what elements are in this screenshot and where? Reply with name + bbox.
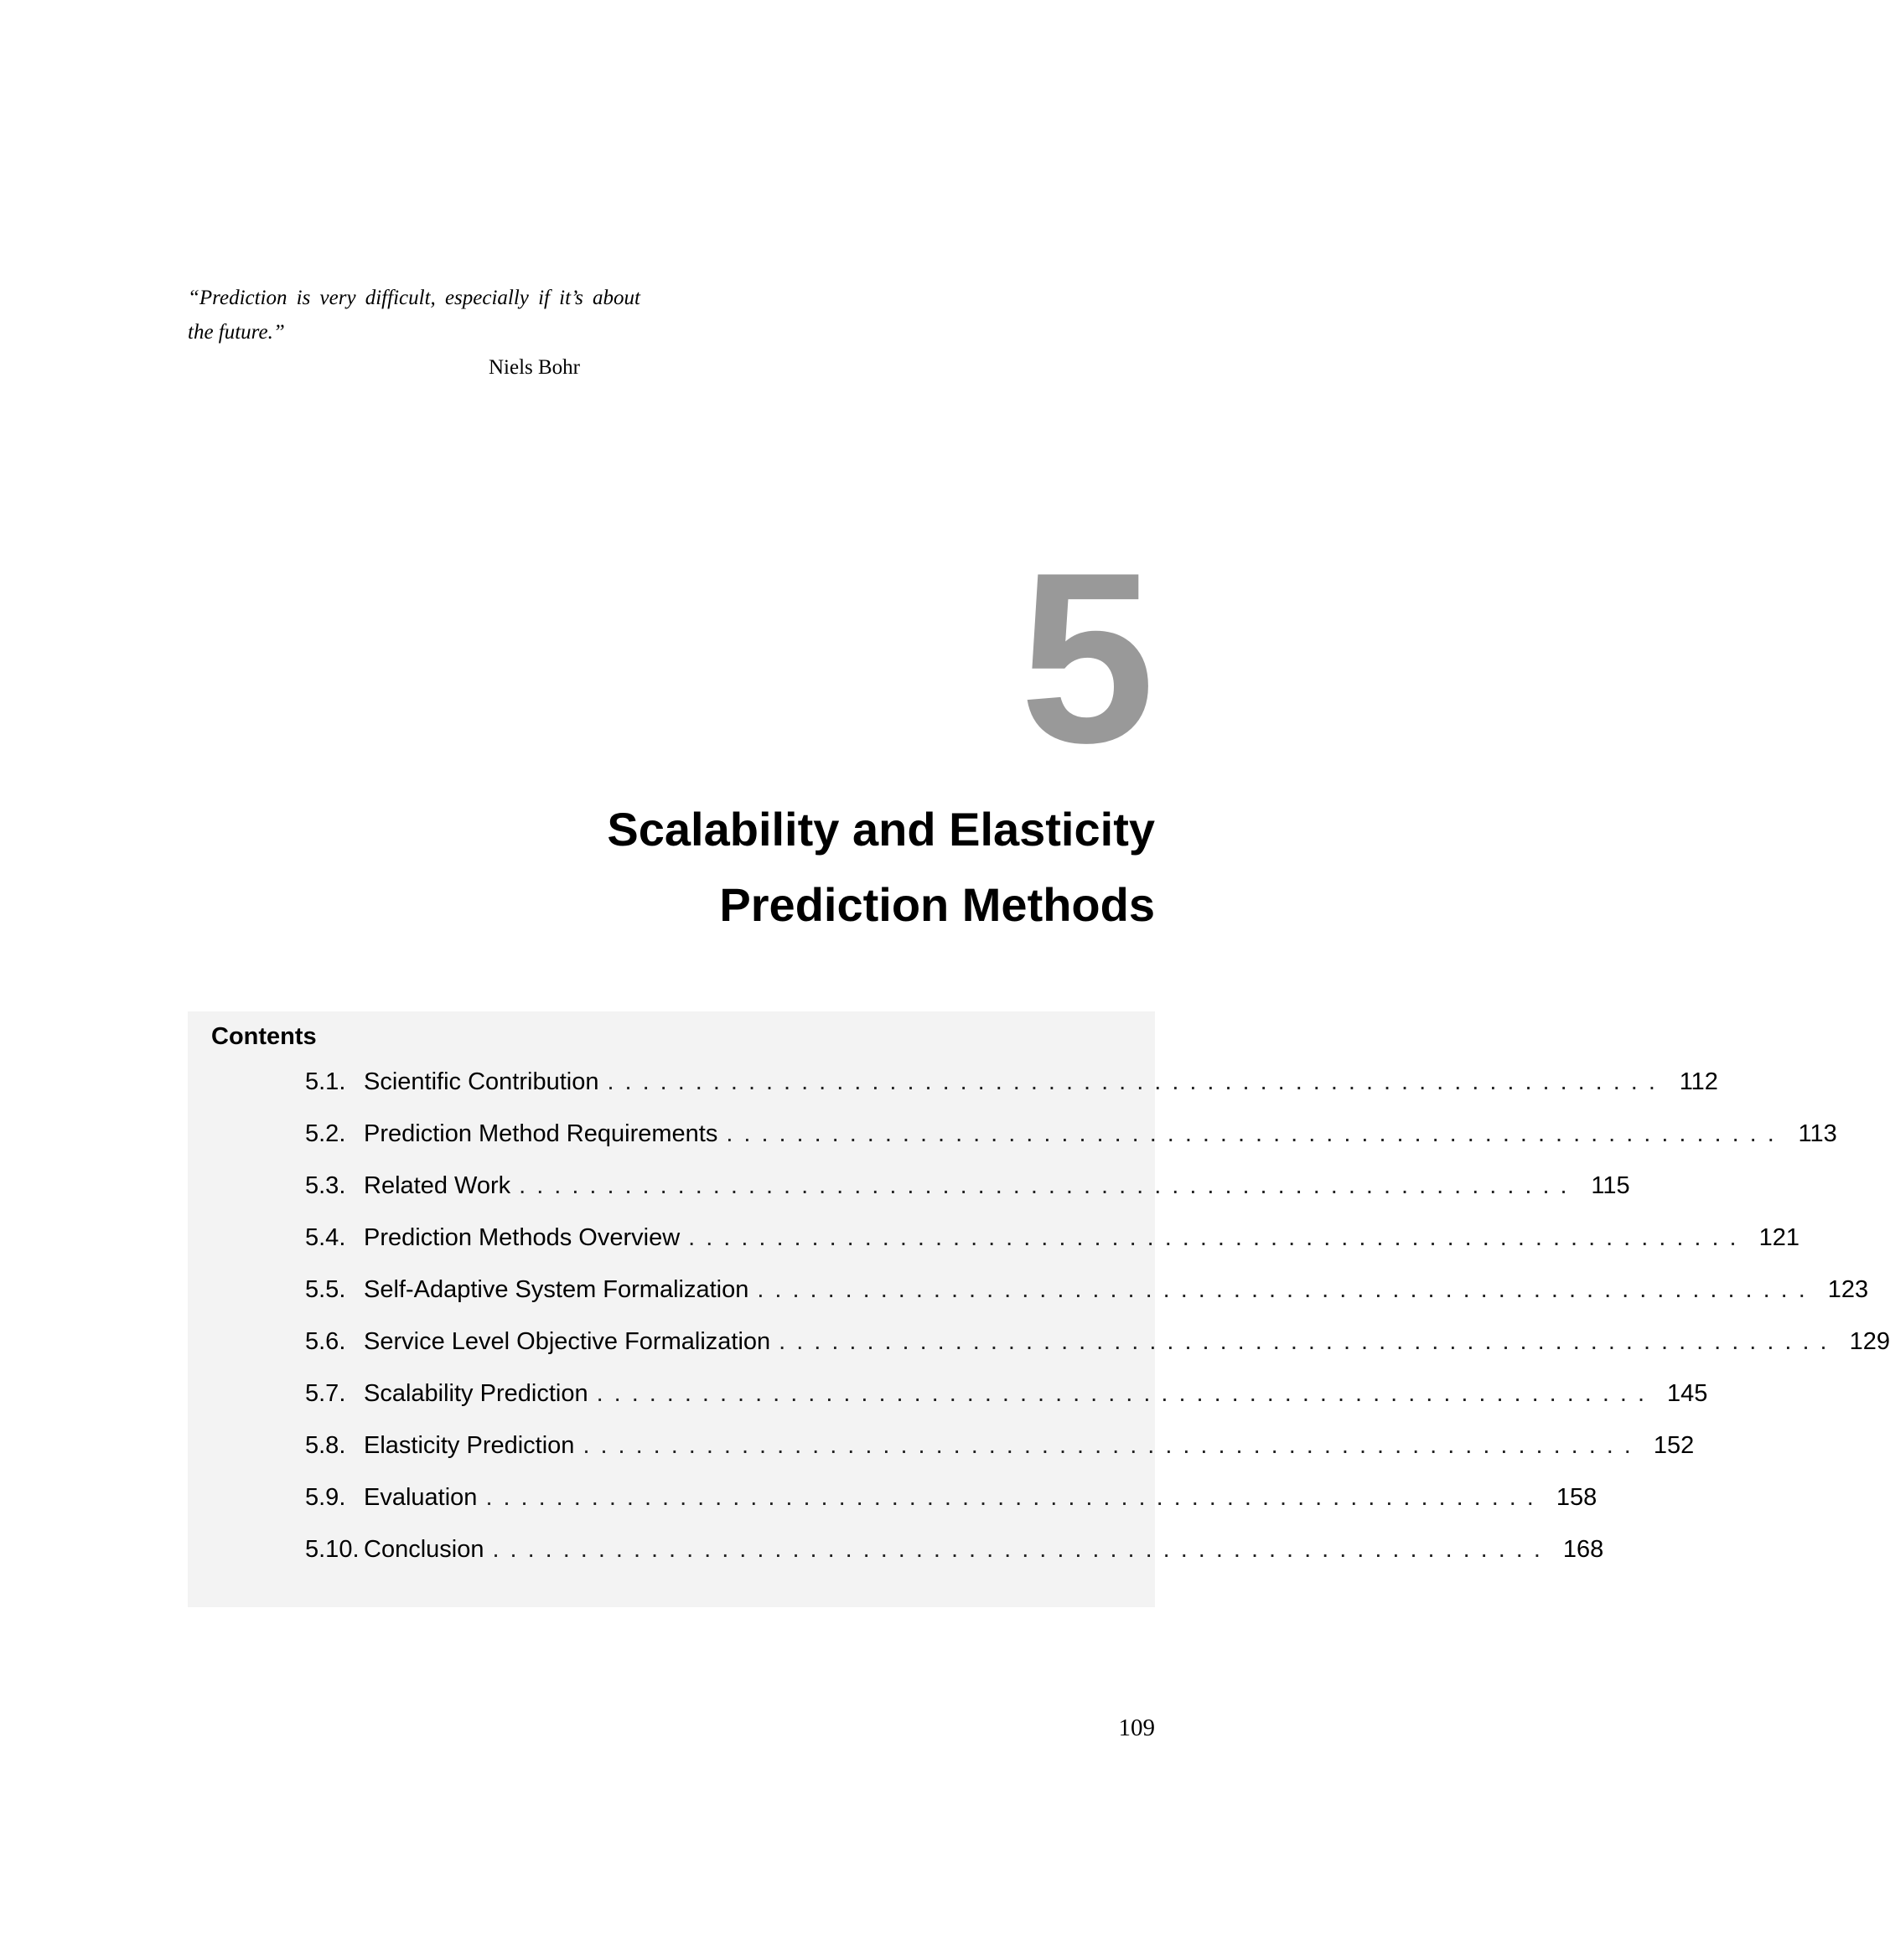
toc-entry[interactable] xyxy=(305,1484,1597,1536)
toc-leader-dots: ............................................................ xyxy=(757,1276,1816,1303)
toc-entry-number: 5.1. xyxy=(305,1068,346,1095)
toc-entry-number: 5.4. xyxy=(305,1224,346,1251)
toc-entry[interactable] xyxy=(305,1224,1799,1276)
toc-entry-page: 112 xyxy=(1679,1068,1718,1095)
toc-entry-page: 123 xyxy=(1827,1276,1869,1303)
toc-entry-number: 5.5. xyxy=(305,1276,346,1303)
toc-entry-title: Self-Adaptive System Formalization xyxy=(364,1276,749,1303)
toc-leader-dots: ............................................................ xyxy=(779,1328,1838,1355)
toc-entry-page: 152 xyxy=(1653,1432,1695,1459)
toc-entry-title: Related Work xyxy=(364,1172,511,1199)
toc-leader-dots: ............................................................ xyxy=(519,1172,1578,1199)
toc-entry-number: 5.9. xyxy=(305,1484,346,1511)
toc-entry[interactable] xyxy=(305,1068,1718,1120)
toc-entry-page: 158 xyxy=(1556,1484,1597,1511)
epigraph xyxy=(188,281,640,380)
page-number: 109 xyxy=(1118,1714,1155,1741)
toc-leader-dots: ............................................................ xyxy=(607,1068,1666,1095)
toc-entry[interactable] xyxy=(305,1276,1869,1328)
toc-leader-dots: ............................................................ xyxy=(688,1224,1748,1251)
epigraph-quote: “Prediction is very difficult, especially if it’s about the future.” xyxy=(188,287,640,344)
toc-entry[interactable] xyxy=(305,1328,1890,1380)
toc-entry-number: 5.8. xyxy=(305,1432,346,1459)
chapter-number: 5 xyxy=(1019,522,1155,794)
contents-heading: Contents xyxy=(211,1023,317,1050)
toc-entry-number: 5.2. xyxy=(305,1120,346,1147)
chapter-title-line-1: Scalability and Elasticity xyxy=(607,803,1155,856)
toc-entry-page: 145 xyxy=(1667,1380,1708,1407)
toc-leader-dots: ............................................................ xyxy=(485,1484,1545,1511)
toc-entry-page: 113 xyxy=(1798,1120,1837,1147)
toc-leader-dots: ............................................................ xyxy=(726,1120,1785,1147)
toc-leader-dots: ............................................................ xyxy=(596,1380,1656,1407)
toc-entry-page: 121 xyxy=(1758,1224,1799,1251)
toc-entry-title: Prediction Method Requirements xyxy=(364,1120,718,1147)
toc-entry-page: 129 xyxy=(1849,1328,1890,1355)
toc-entry[interactable] xyxy=(305,1172,1630,1224)
chapter-title xyxy=(401,792,1155,943)
toc-entry-number: 5.10. xyxy=(305,1536,360,1563)
toc-entry-title: Prediction Methods Overview xyxy=(364,1224,681,1251)
toc-entry-title: Scientific Contribution xyxy=(364,1068,599,1095)
toc-entry[interactable] xyxy=(305,1120,1837,1172)
toc-leader-dots: ............................................................ xyxy=(583,1432,1642,1459)
toc-leader-dots: ............................................................ xyxy=(492,1536,1551,1563)
toc-entry-title: Service Level Objective Formalization xyxy=(364,1328,771,1355)
toc-entry[interactable] xyxy=(305,1536,1604,1588)
toc-entry-page: 115 xyxy=(1591,1172,1630,1199)
toc-entry-title: Elasticity Prediction xyxy=(364,1432,575,1459)
toc-entry[interactable] xyxy=(305,1380,1708,1432)
toc-entry-page: 168 xyxy=(1562,1536,1604,1563)
toc-entry-number: 5.7. xyxy=(305,1380,346,1407)
contents-box xyxy=(188,1011,1890,1607)
epigraph-author: Niels Bohr xyxy=(488,356,580,379)
toc-entry-title: Evaluation xyxy=(364,1484,478,1511)
toc-entry-title: Conclusion xyxy=(364,1536,484,1563)
chapter-title-line-2: Prediction Methods xyxy=(719,878,1155,931)
toc-entry-title: Scalability Prediction xyxy=(364,1380,588,1407)
toc-entry[interactable] xyxy=(305,1432,1695,1484)
contents-list xyxy=(305,1068,1890,1588)
toc-entry-number: 5.6. xyxy=(305,1328,346,1355)
toc-entry-number: 5.3. xyxy=(305,1172,346,1199)
